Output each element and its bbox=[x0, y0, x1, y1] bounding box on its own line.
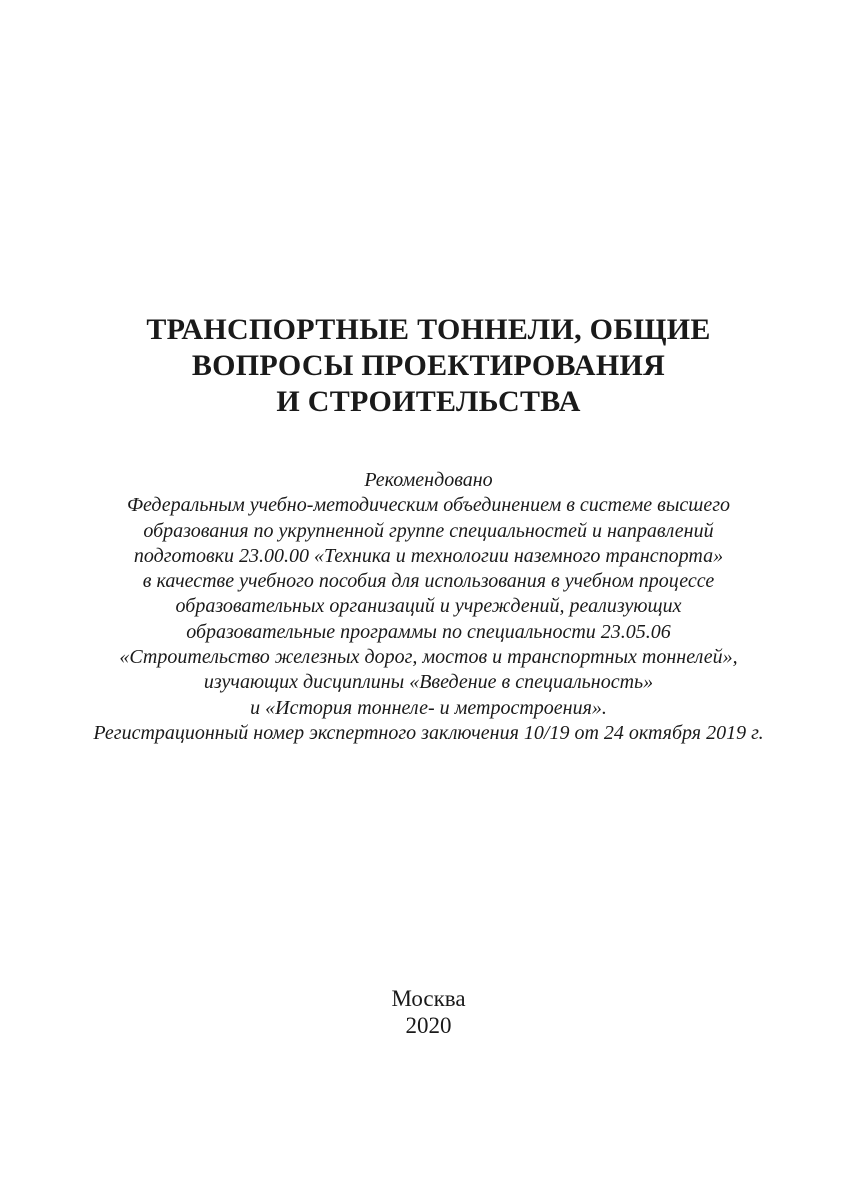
recommendation-line-2: Федеральным учебно-методическим объединением в системе высшего bbox=[126, 494, 731, 517]
book-title-line-2: ВОПРОСЫ ПРОЕКТИРОВАНИЯ bbox=[191, 349, 666, 382]
registration-number: Регистрационный номер экспертного заключения 10/19 от 24 октября 2019 г. bbox=[93, 721, 764, 744]
recommendation-line-10: и «История тоннеле- и метростроения». bbox=[250, 696, 607, 719]
recommendation-block bbox=[0, 468, 857, 746]
recommendation-line-1: Рекомендовано bbox=[364, 469, 493, 491]
recommendation-line-7: образовательные программы по специальности 23.05.06 bbox=[186, 620, 671, 643]
recommendation-line-8: «Строительство железных дорог, мостов и транспортных тоннелей», bbox=[119, 646, 738, 669]
recommendation-line-3: образования по укрупненной группе специальностей и направлений bbox=[143, 519, 714, 542]
recommendation-line-6: образовательных организаций и учреждений, реализующих bbox=[175, 595, 682, 618]
book-title-line-1: ТРАНСПОРТНЫЕ ТОННЕЛИ, ОБЩИЕ bbox=[146, 313, 711, 346]
publication-city: Москва bbox=[391, 986, 466, 1011]
imprint bbox=[0, 985, 857, 1039]
recommendation-line-4: подготовки 23.00.00 «Техника и технологии наземного транспорта» bbox=[133, 544, 724, 567]
recommendation-line-5: в качестве учебного пособия для использования в учебном процессе bbox=[142, 570, 715, 593]
book-title-line-3: И СТРОИТЕЛЬСТВА bbox=[276, 385, 581, 418]
recommendation-line-9: изучающих дисциплины «Введение в специальность» bbox=[203, 671, 654, 694]
book-title bbox=[0, 312, 857, 420]
publication-year: 2020 bbox=[405, 1013, 452, 1038]
